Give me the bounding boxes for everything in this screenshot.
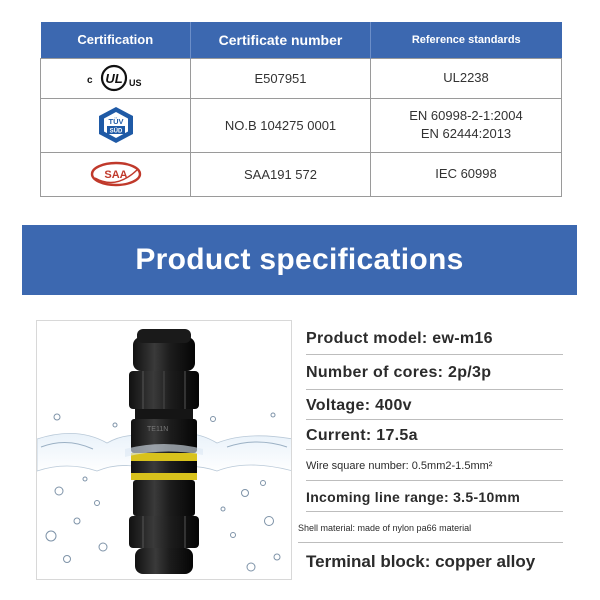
- header-reference-standards: Reference standards: [371, 22, 562, 58]
- cert-number-cell: SAA191 572: [191, 152, 371, 196]
- connector-label: TE11N: [147, 426, 169, 433]
- banner-title: Product specifications: [135, 243, 464, 276]
- cert-standards-cell: [371, 152, 562, 196]
- spec-terminal-block: Terminal block: copper alloy: [306, 552, 536, 571]
- spec-current: Current: 17.5a: [306, 421, 563, 450]
- spec-product-model: Product model: ew-m16: [306, 322, 563, 355]
- standard-line: IEC 60998: [435, 166, 497, 181]
- spec-number-of-cores: Number of cores: 2p/3p: [306, 356, 563, 390]
- tuv-top-text: TÜV: [108, 117, 123, 126]
- cert-number-cell: E507951: [191, 58, 371, 98]
- bottom-cap: [135, 548, 193, 574]
- yellow-seal-ring: [131, 473, 197, 480]
- table-row: [41, 152, 562, 196]
- bottom-gland-nut: [129, 516, 199, 548]
- ul-us-mark: US: [128, 78, 142, 88]
- standard-line: EN 62444:2013: [420, 126, 512, 141]
- table-row: [41, 98, 562, 152]
- product-photo: [36, 320, 292, 580]
- product-specifications-banner: [22, 225, 577, 295]
- table-row: [41, 58, 562, 98]
- spec-wire-square-number: Wire square number: 0.5mm2-1.5mm²: [306, 451, 563, 481]
- spec-shell-material: Shell material: made of nylon pa66 material: [298, 513, 563, 543]
- standard-line: EN 60998-2-1:2004: [409, 108, 523, 123]
- certification-table-header: [41, 22, 562, 58]
- cert-standards-cell: [371, 58, 562, 98]
- header-certificate-number: Certificate number: [191, 22, 371, 58]
- certification-table: [40, 22, 562, 197]
- saa-logo: [89, 160, 143, 188]
- ul-c-mark: c: [86, 75, 93, 86]
- cert-logo-cell: [41, 152, 191, 196]
- spec-voltage: Voltage: 400v: [306, 391, 563, 420]
- cert-logo-cell: [41, 58, 191, 98]
- standard-line: UL2238: [443, 70, 489, 85]
- saa-text: SAA: [103, 169, 128, 181]
- yellow-seal-ring: [131, 453, 197, 461]
- cert-logo-cell: [41, 98, 191, 152]
- ul-mark: UL: [104, 71, 123, 86]
- tuv-bottom-text: SÜD: [109, 128, 122, 135]
- spec-incoming-line-range: Incoming line range: 3.5-10mm: [306, 482, 563, 512]
- tuv-sud-logo: [94, 105, 138, 145]
- connector-illustration: [37, 321, 292, 580]
- cert-number-cell: NO.B 104275 0001: [191, 98, 371, 152]
- ul-listed-logo: [81, 63, 151, 93]
- header-certification: Certification: [41, 22, 191, 58]
- cert-standards-cell: [371, 98, 562, 152]
